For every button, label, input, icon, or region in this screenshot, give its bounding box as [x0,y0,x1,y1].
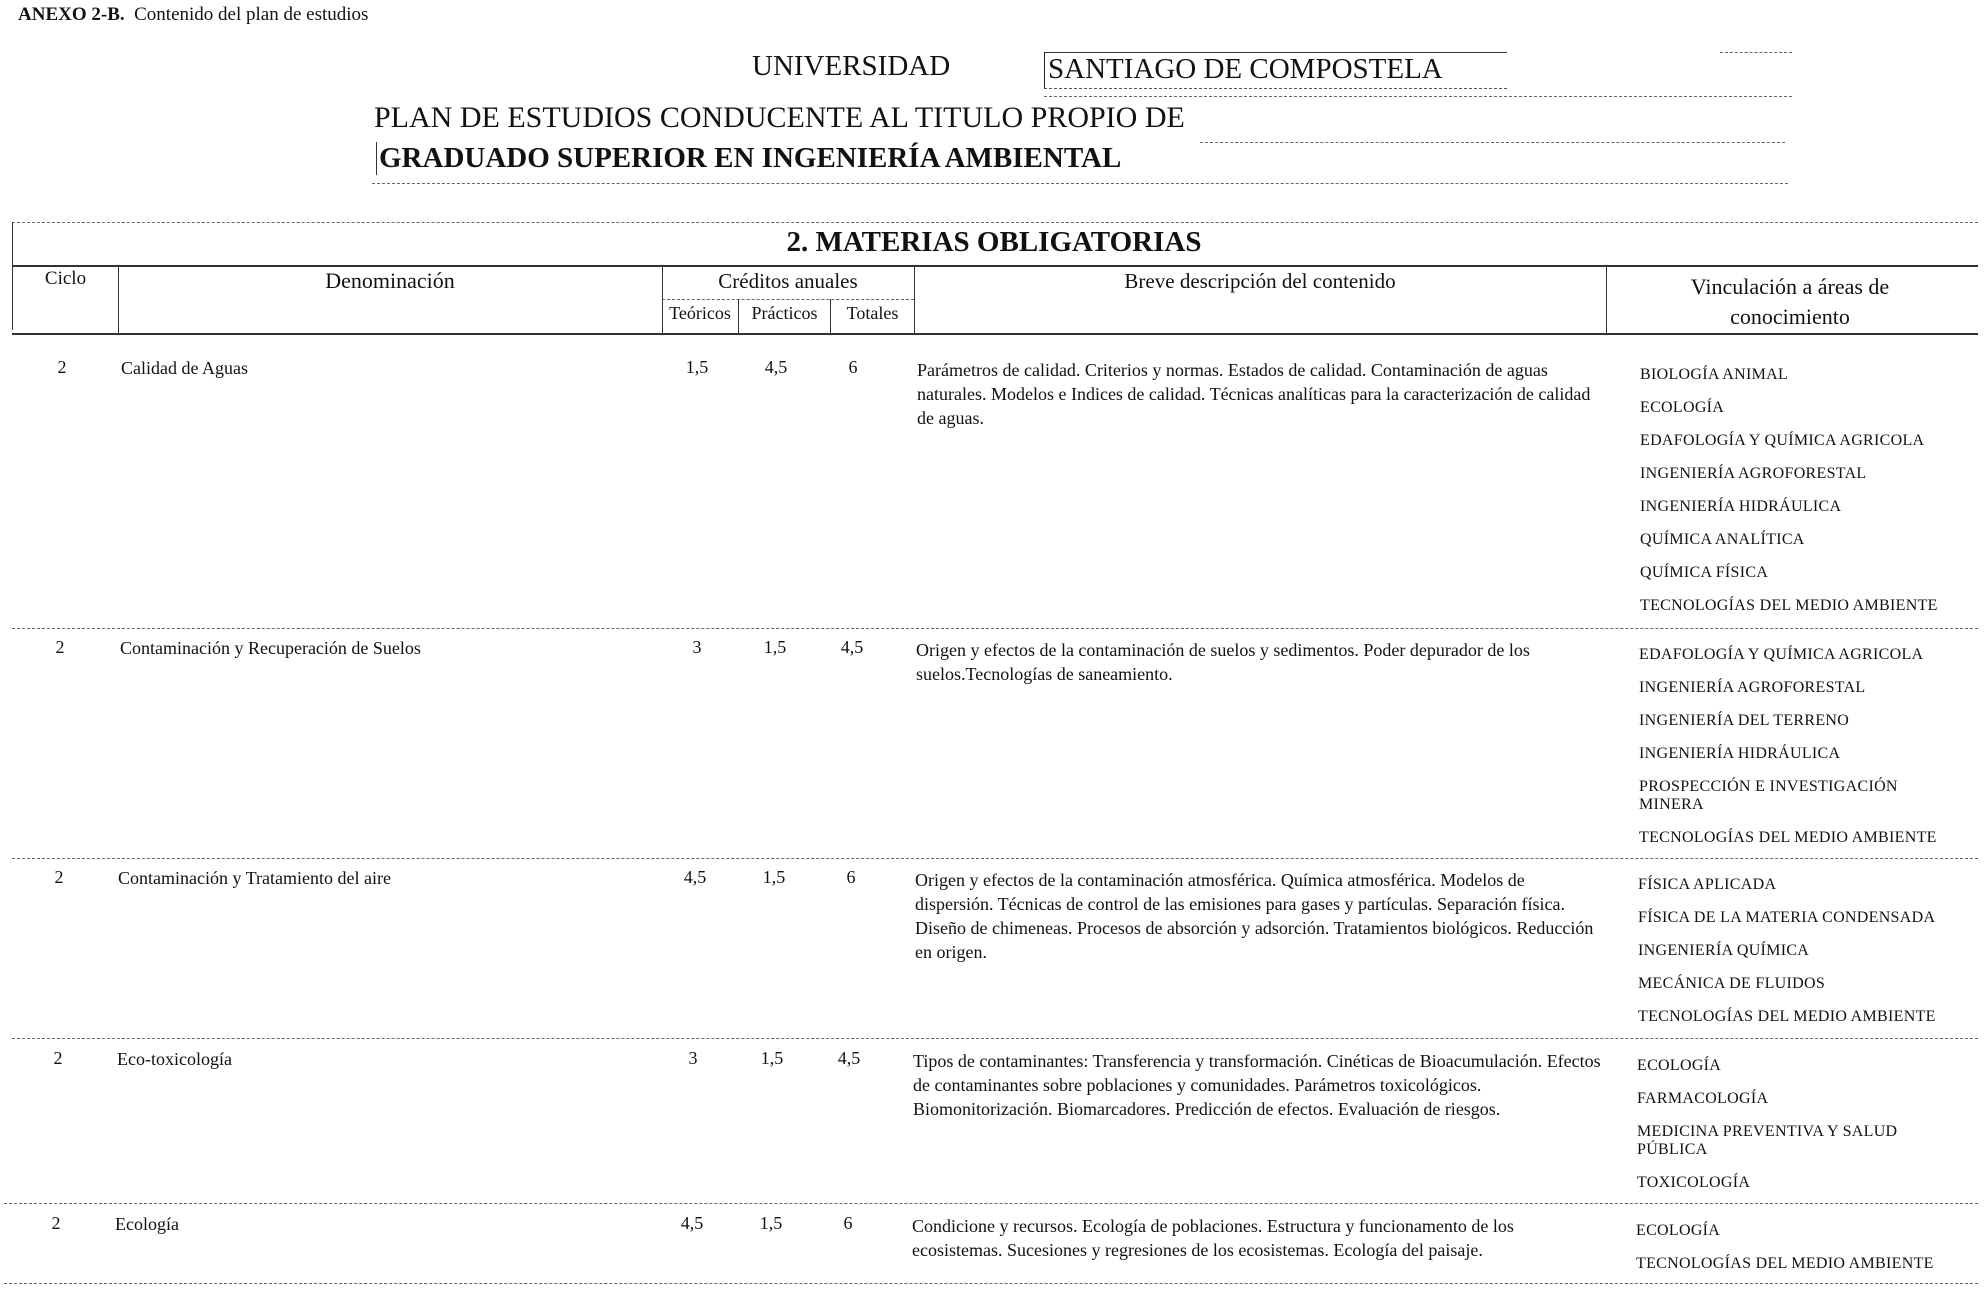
table-top-line [12,222,1978,223]
row-ciclo: 2 [55,637,65,657]
row-areas [1637,1057,1967,1207]
column-header-practicos: Prácticos [751,303,818,323]
credits-subheader-line [662,299,914,300]
degree-title: GRADUADO SUPERIOR EN INGENIERÍA AMBIENTAL [376,142,1121,175]
row-description: Parámetros de calidad. Criterios y normas. Estados de calidad. Contaminación de aguas naturales. Modelos e Indices de calidad. Técnicas analíticas para la caracterización de calidad de aguas. [917,360,1591,428]
row-ciclo: 2 [53,1048,63,1068]
row-practicos: 1,5 [762,867,786,887]
area-item: ECOLOGÍA [1637,1057,1722,1074]
column-header-totales: Totales [846,303,899,323]
column-divider [1606,265,1607,333]
row-denominacion: Ecología [115,1214,179,1234]
area-item: TECNOLOGÍAS DEL MEDIO AMBIENTE [1636,1255,1934,1272]
row-ciclo: 2 [54,867,64,887]
university-label: UNIVERSIDAD [752,50,951,82]
column-header-vinculacion: Vinculación a áreas de conocimiento [1690,274,1890,329]
area-item: MEDICINA PREVENTIVA Y SALUD PÚBLICA [1637,1123,1898,1158]
row-totales: 6 [848,357,858,377]
row-divider [12,858,1978,859]
area-item: ECOLOGÍA [1636,1222,1721,1239]
row-divider [4,1283,1978,1284]
row-practicos: 1,5 [760,1048,784,1068]
area-item: PROSPECCIÓN E INVESTIGACIÓN MINERA [1639,778,1898,813]
column-header-ciclo: Ciclo [44,268,87,289]
row-totales: 4,5 [837,1048,861,1068]
area-item: FÍSICA APLICADA [1638,876,1777,893]
row-divider [12,1038,1978,1039]
area-item: INGENIERÍA DEL TERRENO [1639,712,1850,729]
row-denominacion: Contaminación y Tratamiento del aire [118,868,391,888]
divider [1044,96,1792,97]
area-item: INGENIERÍA HIDRÁULICA [1640,498,1842,515]
divider [372,183,1788,184]
area-item: EDAFOLOGÍA Y QUÍMICA AGRICOLA [1640,432,1925,449]
area-item: BIOLOGÍA ANIMAL [1640,366,1789,383]
row-description: Origen y efectos de la contaminación atmosférica. Química atmosférica. Modelos de dispersión. Técnicas de control de las emisiones para gases y partículas. Separación física. Diseño de chimeneas. Procesos de absorción y adsorción. Tratamientos biológicos. Reducción en origen. [915,870,1594,962]
column-header-teoricos: Teóricos [669,303,731,323]
row-areas [1638,876,1968,1041]
row-teoricos: 4,5 [683,867,707,887]
divider [1200,142,1785,143]
university-name: SANTIAGO DE COMPOSTELA [1044,52,1507,89]
row-denominacion: Calidad de Aguas [121,358,248,378]
row-description: Condicione y recursos. Ecología de poblaciones. Estructura y funcionamento de los ecosistemas. Sucesiones y regresiones de los ecosistemas. Ecología del paisaje. [912,1216,1514,1260]
column-header-creditos: Créditos anuales [718,269,858,293]
row-areas [1636,1222,1966,1288]
row-totales: 6 [846,867,856,887]
annex-label: ANEXO 2-B. [18,4,125,25]
header-top-line [12,265,1978,267]
area-item: INGENIERÍA QUÍMICA [1638,942,1810,959]
area-item: INGENIERÍA AGROFORESTAL [1639,679,1866,696]
row-areas [1640,366,1970,630]
row-teoricos: 4,5 [680,1213,704,1233]
row-denominacion: Contaminación y Recuperación de Suelos [120,638,421,658]
area-item: INGENIERÍA HIDRÁULICA [1639,745,1841,762]
column-header-descripcion: Breve descripción del contenido [1124,269,1396,293]
area-item: EDAFOLOGÍA Y QUÍMICA AGRICOLA [1639,646,1924,663]
area-item: FÍSICA DE LA MATERIA CONDENSADA [1638,909,1936,926]
row-practicos: 1,5 [759,1213,783,1233]
row-ciclo: 2 [57,357,67,377]
row-ciclo: 2 [51,1213,61,1233]
area-item: TECNOLOGÍAS DEL MEDIO AMBIENTE [1638,1008,1936,1025]
row-description: Tipos de contaminantes: Transferencia y transformación. Cinéticas de Bioacumulación. Efectos de contaminantes sobre poblaciones y comunidades. Parámetros toxicológicos. Biomonitorización. Biomarcadores. Predicción de efectos. Evaluación de riesgos. [913,1051,1601,1119]
row-divider [4,1203,1978,1204]
row-divider [12,628,1978,629]
plan-title: PLAN DE ESTUDIOS CONDUCENTE AL TITULO PROPIO DE [374,101,1185,134]
row-teoricos: 1,5 [685,357,709,377]
area-item: TECNOLOGÍAS DEL MEDIO AMBIENTE [1640,597,1938,614]
row-teoricos: 3 [688,1048,698,1068]
row-description: Origen y efectos de la contaminación de suelos y sedimentos. Poder depurador de los suelos.Tecnologías de saneamiento. [916,640,1530,684]
annex-heading [18,4,368,26]
row-denominacion: Eco-toxicología [117,1049,232,1069]
area-item: TECNOLOGÍAS DEL MEDIO AMBIENTE [1639,829,1937,846]
annex-text: Contenido del plan de estudios [134,4,369,25]
area-item: MECÁNICA DE FLUIDOS [1638,975,1826,992]
column-header-denominacion: Denominación [325,268,455,293]
column-divider [118,265,119,333]
area-item: FARMACOLOGÍA [1637,1090,1769,1107]
header-bottom-line [12,333,1978,335]
row-areas [1639,646,1969,862]
area-item: ECOLOGÍA [1640,399,1725,416]
row-practicos: 4,5 [764,357,788,377]
row-totales: 4,5 [840,637,864,657]
row-totales: 6 [843,1213,853,1233]
area-item: TOXICOLOGÍA [1637,1174,1751,1191]
area-item: QUÍMICA FÍSICA [1640,564,1769,581]
divider [1720,52,1792,53]
area-item: QUÍMICA ANALÍTICA [1640,531,1805,548]
row-practicos: 1,5 [763,637,787,657]
area-item: INGENIERÍA AGROFORESTAL [1640,465,1867,482]
section-title: 2. MATERIAS OBLIGATORIAS [786,226,1202,258]
row-teoricos: 3 [692,637,702,657]
